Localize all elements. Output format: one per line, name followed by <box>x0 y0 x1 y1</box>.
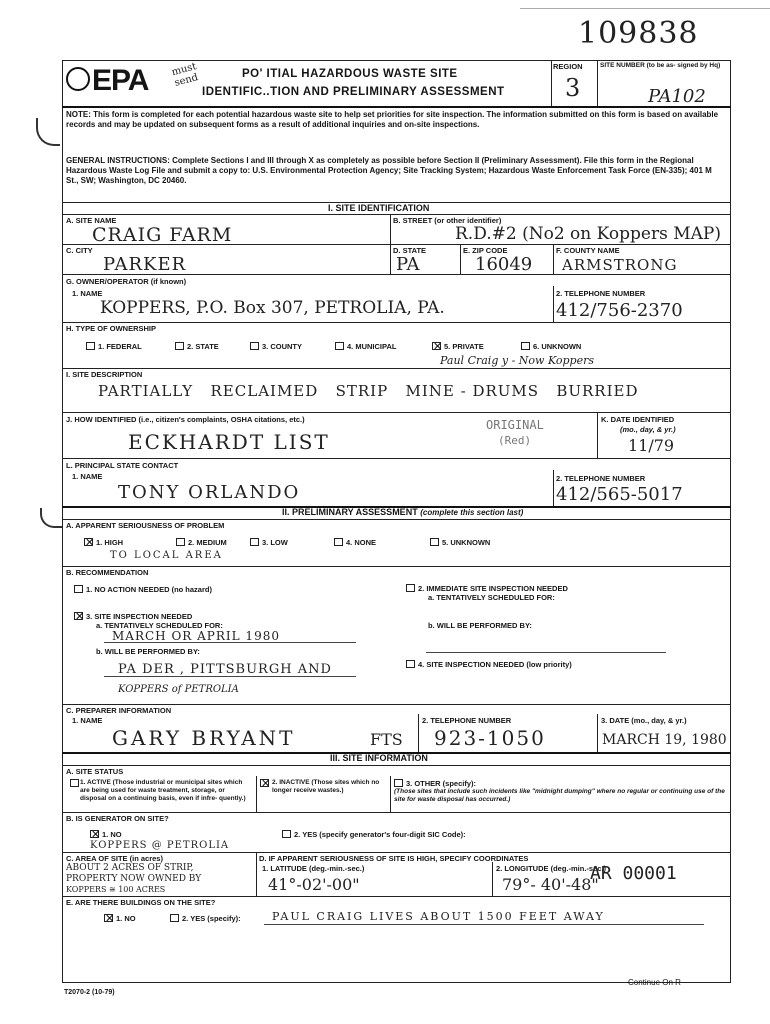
contact-name-label: 1. NAME <box>72 472 103 481</box>
ownership-state-label: 2. STATE <box>187 342 219 351</box>
margin-bracket-mark <box>36 118 60 146</box>
region-label: REGION <box>553 62 583 71</box>
longitude-label: 2. LONGITUDE (deg.-min.-sec.) <box>496 864 607 873</box>
site-number-value: PA102 <box>648 86 706 107</box>
document-number: 109838 <box>578 16 699 51</box>
status-active-checkbox[interactable] <box>70 779 79 787</box>
site-description-value: PARTIALLY RECLAIMED STRIP MINE - DRUMS BURRIED <box>98 382 639 400</box>
ownership-municipal-checkbox[interactable] <box>335 342 344 350</box>
preparer-name-label: 1. NAME <box>72 716 103 725</box>
how-identified-value: ECKHARDT LIST <box>128 430 330 454</box>
preparer-date-label: 3. DATE (mo., day, & yr.) <box>601 716 687 725</box>
latitude-label: 1. LATITUDE (deg.-min.-sec.) <box>262 864 365 873</box>
region-value: 3 <box>565 74 581 102</box>
seriousness-none-label: 4. NONE <box>346 538 377 547</box>
street-value: R.D.#2 (No2 on Koppers MAP) <box>455 224 721 244</box>
preparer-date-value: MARCH 19, 1980 <box>602 732 727 748</box>
generator-yes-label: 2. YES (specify generator's four-digit SIC Code): <box>294 830 466 839</box>
seriousness-medium-checkbox[interactable] <box>176 538 185 546</box>
contact-name-value: TONY ORLANDO <box>118 482 301 503</box>
form-id: T2070-2 (10-79) <box>64 989 115 996</box>
state-label: D. STATE <box>393 246 427 255</box>
ar-stamp: AR 00001 <box>590 863 677 884</box>
owner-operator-label: G. OWNER/OPERATOR (if known) <box>66 277 187 286</box>
ownership-county-checkbox[interactable] <box>250 342 259 350</box>
site-inspection-scheduled-label: a. TENTATIVELY SCHEDULED FOR: <box>96 621 223 630</box>
ownership-federal-label: 1. FEDERAL <box>98 342 142 351</box>
seriousness-low-checkbox[interactable] <box>250 538 259 546</box>
how-identified-label: J. HOW IDENTIFIED (i.e., citizen's complaints, OSHA citations, etc.) <box>66 415 305 424</box>
preparer-fts: FTS <box>370 730 403 749</box>
ownership-federal-checkbox[interactable] <box>86 342 95 350</box>
seriousness-none-checkbox[interactable] <box>334 538 343 546</box>
original-stamp-red: (Red) <box>498 434 532 447</box>
low-priority-inspection-label: 4. SITE INSPECTION NEEDED (low priority) <box>418 660 572 669</box>
top-rule <box>520 8 770 9</box>
epa-logo: EPA <box>66 64 148 98</box>
zip-value: 16049 <box>475 254 533 275</box>
preparer-phone-value: 923-1050 <box>434 726 546 750</box>
status-active-label: 1. ACTIVE (Those industrial or municipal sites which are being used for waste treatment, storage, or disposal on a continuing basis, even if infre- quently.) <box>80 779 246 802</box>
date-identified-sub: (mo., day, & yr.) <box>620 425 676 434</box>
ownership-unknown-label: 6. UNKNOWN <box>533 342 582 351</box>
site-description-label: I. SITE DESCRIPTION <box>66 370 143 379</box>
preparer-info-label: C. PREPARER INFORMATION <box>66 706 172 715</box>
ownership-private-checkbox[interactable]: ✕ <box>433 340 443 353</box>
area-of-site-value-1: ABOUT 2 ACRES OF STRIP, <box>66 863 194 873</box>
seriousness-medium-label: 2. MEDIUM <box>188 538 227 547</box>
generator-yes-checkbox[interactable] <box>282 830 291 838</box>
original-stamp: ORIGINAL <box>486 418 544 432</box>
preparer-phone-label: 2. TELEPHONE NUMBER <box>422 716 512 725</box>
seriousness-unknown-checkbox[interactable] <box>430 538 439 546</box>
site-number-label: SITE NUMBER (to be as- signed by Hq) <box>600 62 721 69</box>
site-inspection-performed-label: b. WILL BE PERFORMED BY: <box>96 647 200 656</box>
site-inspection-checkbox[interactable]: ✕ <box>75 610 85 623</box>
owner-phone-label: 2. TELEPHONE NUMBER <box>556 289 646 298</box>
ownership-private-label: 5. PRIVATE <box>444 342 484 351</box>
form-title-line-2: IDENTIFIC..TION AND PRELIMINARY ASSESSMENT <box>202 86 505 98</box>
site-inspection-performed-value-2: KOPPERS of PETROLIA <box>118 684 239 695</box>
coordinates-label: D. IF APPARENT SERIOUSNESS OF SITE IS HIGH, SPECIFY COORDINATES <box>259 854 529 863</box>
no-action-checkbox[interactable] <box>74 585 83 593</box>
recommendation-label: B. RECOMMENDATION <box>66 568 149 577</box>
preparer-name-value: GARY BRYANT <box>112 726 296 750</box>
section-2-title: II. PRELIMINARY ASSESSMENT (complete this section last) <box>282 507 524 517</box>
continue-note: Continue On R <box>628 978 681 987</box>
immediate-performed-label: b. WILL BE PERFORMED BY: <box>428 621 532 630</box>
owner-name-label: 1. NAME <box>72 289 103 298</box>
street-label: B. STREET (or other identifier) <box>393 216 502 225</box>
site-name-value: CRAIG FARM <box>92 224 233 246</box>
buildings-yes-checkbox[interactable] <box>170 914 179 922</box>
immediate-scheduled-label: a. TENTATIVELY SCHEDULED FOR: <box>428 593 555 602</box>
area-of-site-value-3: KOPPERS ≅ 100 ACRES <box>66 885 166 894</box>
ownership-municipal-label: 4. MUNICIPAL <box>347 342 397 351</box>
county-label: F. COUNTY NAME <box>556 246 620 255</box>
generator-no-label: 1. NO <box>102 830 122 839</box>
seriousness-handwritten-note: TO LOCAL AREA <box>110 550 223 561</box>
site-inspection-performed-value: PA DER , PITTSBURGH AND <box>118 662 332 677</box>
ownership-type-label: H. TYPE OF OWNERSHIP <box>66 324 157 333</box>
principal-contact-label: L. PRINCIPAL STATE CONTACT <box>66 461 179 470</box>
contact-phone-label: 2. TELEPHONE NUMBER <box>556 474 646 483</box>
section-3-title: III. SITE INFORMATION <box>330 753 428 763</box>
seriousness-high-label: 1. HIGH <box>96 538 124 547</box>
immediate-inspection-label: 2. IMMEDIATE SITE INSPECTION NEEDED <box>418 584 568 593</box>
owner-name-value: KOPPERS, P.O. Box 307, PETROLIA, PA. <box>100 298 445 318</box>
section-1-title: I. SITE IDENTIFICATION <box>328 203 430 213</box>
owner-phone-value: 412/756-2370 <box>556 300 683 321</box>
area-of-site-value-2: PROPERTY NOW OWNED BY <box>66 874 202 884</box>
contact-phone-value: 412/565-5017 <box>556 484 683 505</box>
general-instructions-text: GENERAL INSTRUCTIONS: Complete Sections I and III through X as completely as possible before Section II (Preliminary Assessment). File this form in the Regional Hazardous Waste Log File and submit a copy to: U.S. Environmental Protection Agency; Site Tracking System; Hazardous Waste Enforcement Task Force (EN-335); 401 M St., SW; Washington, DC 20460. <box>66 156 712 185</box>
county-value: ARMSTRONG <box>562 256 678 274</box>
handwritten-note-must-send: must send <box>170 61 200 89</box>
latitude-value: 41°-02'-00" <box>268 875 360 894</box>
site-inspection-scheduled-value: MARCH OR APRIL 1980 <box>112 629 280 643</box>
generator-no-checkbox[interactable]: ✕ <box>91 828 101 841</box>
epa-seal-icon <box>66 67 90 91</box>
zip-label: E. ZIP CODE <box>463 246 508 255</box>
ownership-state-checkbox[interactable] <box>175 342 184 350</box>
area-of-site-label: C. AREA OF SITE (in acres) <box>66 854 163 863</box>
buildings-yes-label: 2. YES (specify): <box>182 914 241 923</box>
city-value: PARKER <box>103 254 187 275</box>
buildings-value: PAUL CRAIG LIVES ABOUT 1500 FEET AWAY <box>272 910 605 923</box>
date-identified-value: 11/79 <box>628 436 675 455</box>
buildings-no-label: 1. NO <box>116 914 136 923</box>
buildings-no-checkbox[interactable]: ✕ <box>105 912 115 925</box>
site-name-label: A. SITE NAME <box>66 216 117 225</box>
ownership-handwritten-note: Paul Craig y - Now Koppers <box>440 354 594 367</box>
note-text: NOTE: This form is completed for each potential hazardous waste site to help set priorities for site inspection. The information submitted on this form is based on available records and may be updated on subsequent forms as a result of additional inquiries and on-site inspections. <box>66 110 719 129</box>
ownership-county-label: 3. COUNTY <box>262 342 303 351</box>
seriousness-high-checkbox[interactable]: ✕ <box>85 536 95 549</box>
immediate-inspection-checkbox[interactable] <box>406 584 415 592</box>
seriousness-low-label: 3. LOW <box>262 538 288 547</box>
seriousness-label: A. APPARENT SERIOUSNESS OF PROBLEM <box>66 521 225 530</box>
generator-handwritten-note: KOPPERS @ PETROLIA <box>90 840 230 851</box>
buildings-label: E. ARE THERE BUILDINGS ON THE SITE? <box>66 898 216 907</box>
site-inspection-label: 3. SITE INSPECTION NEEDED <box>86 612 193 621</box>
state-value: PA <box>396 254 420 275</box>
longitude-value: 79°- 40'-48" <box>502 875 599 894</box>
generator-label: B. IS GENERATOR ON SITE? <box>66 814 169 823</box>
status-inactive-checkbox[interactable]: ✕ <box>261 777 271 790</box>
status-other-note: (Those sites that include such incidents like "midnight dumping" where no regular or continuing use of the site for waste disposal has occurred.) <box>394 788 725 803</box>
no-action-label: 1. NO ACTION NEEDED (no hazard) <box>86 585 212 594</box>
form-title-line-1: PO' ITIAL HAZARDOUS WASTE SITE <box>242 68 458 80</box>
ownership-unknown-checkbox[interactable] <box>521 342 530 350</box>
status-other-checkbox[interactable] <box>394 779 403 787</box>
city-label: C. CITY <box>66 246 93 255</box>
status-inactive-label: 2. INACTIVE (Those sites which no longer receive wastes.) <box>272 779 380 794</box>
status-other-label: 3. OTHER (specify): <box>406 779 477 788</box>
seriousness-unknown-label: 5. UNKNOWN <box>442 538 491 547</box>
date-identified-label: K. DATE IDENTIFIED <box>601 415 675 424</box>
margin-bracket-mark-2 <box>40 508 62 528</box>
site-status-label: A. SITE STATUS <box>66 767 124 776</box>
low-priority-inspection-checkbox[interactable] <box>406 660 415 668</box>
